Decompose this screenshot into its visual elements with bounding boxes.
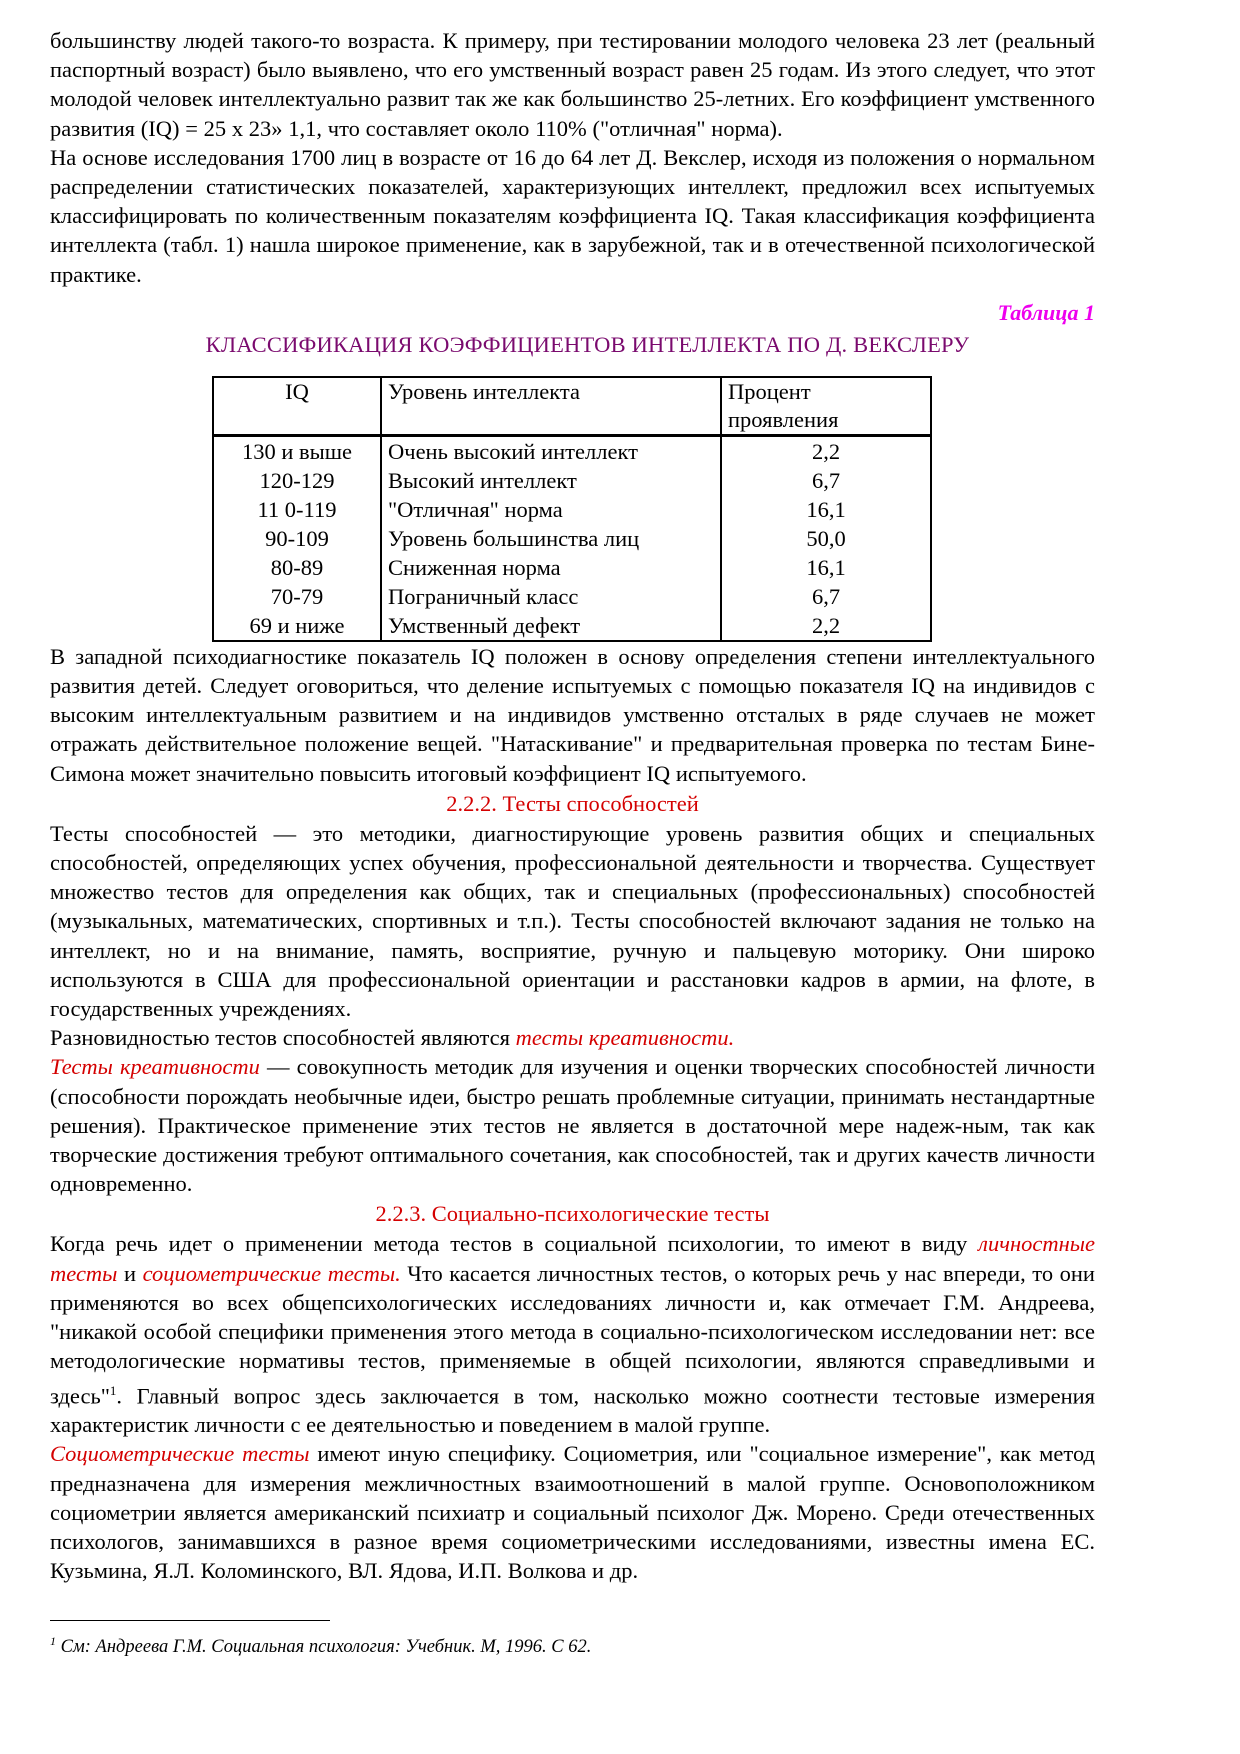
cell-percent: 2,2 [721, 611, 931, 641]
paragraph-creativity-definition [50, 1052, 1095, 1198]
header-percent-line1: Процент [728, 378, 811, 404]
cell-level: Пограничный класс [381, 582, 721, 611]
cell-iq: 11 0-119 [213, 495, 381, 524]
paragraph-variety-creativity [50, 1023, 1095, 1052]
table-row [213, 524, 931, 553]
header-percent [721, 377, 931, 436]
table-body [213, 435, 931, 641]
table-row [213, 553, 931, 582]
cell-percent: 16,1 [721, 495, 931, 524]
table-row [213, 582, 931, 611]
paragraph-western-psychodiagnostics: В западной психодиагностике показатель IQ положен в основу определения степени интеллектуального развития детей. Следует оговориться, что деление испытуемых с помощью показателя IQ на индивидов с высоким интеллектуальным развитием и на индивидов умственно отсталых в ряде случаев не может отражать действительное положение вещей. "Натаскивание" и предварительная проверка по тестам Бине-Симона может значительно повысить итоговый коэффициент IQ испытуемого. [50, 643, 1095, 786]
heading-section-2-2-3: 2.2.3. Социально-психологические тесты [375, 1201, 770, 1227]
sociometric-body: имеют иную специфику. Социометрия, или "социальное измерение", как метод предназначена для измерения межличностных взаимоотношений в малой группе. Основоположником социометрии является американский психиатр и социальный психолог Дж. Морено. Среди отечественных психологов, занимавшихся в разное время социометрическими исследованиями, известны имена ЕС. Кузьмина, Я.Л. Коломинского, ВЛ. Ядова, И.П. Волкова и др. [50, 1441, 1095, 1584]
cell-level: Умственный дефект [381, 611, 721, 641]
footnote-area [50, 1620, 1095, 1659]
cell-iq: 80-89 [213, 553, 381, 582]
paragraph-sociometric-tests [50, 1439, 1095, 1585]
table-row [213, 611, 931, 641]
cell-iq: 130 и выше [213, 435, 381, 466]
footnote-citation: См: Андреева Г.М. Социальная психология: Учебник. М, 1996. С 62. [56, 1637, 592, 1658]
variety-prefix: Разновидностью тестов способностей являются [50, 1025, 516, 1051]
document-content [50, 26, 1095, 1585]
header-level: Уровень интеллекта [381, 377, 721, 436]
cell-iq: 69 и ниже [213, 611, 381, 641]
cell-percent: 6,7 [721, 466, 931, 495]
table-row [213, 435, 931, 466]
header-iq: IQ [213, 377, 381, 436]
table-row [213, 495, 931, 524]
footnote-number: 1 [50, 1634, 56, 1648]
cell-level: Уровень большинства лиц [381, 524, 721, 553]
cell-iq: 70-79 [213, 582, 381, 611]
footnote-reference-marker: 1 [109, 1382, 117, 1398]
social-text-c: Что касается личностных тестов, о которых речь у нас впереди, то они применяются во всех общепсихологических исследованиях личности и, как отмечает Г.М. Андреева, "никакой особой специфики применения этого метода в социально-психологическом исследовании нет: все методологические нормативы тестов, применяемые в общей психологии, являются справедливыми и здесь" [50, 1260, 1095, 1408]
paragraph-wechsler-study: На основе исследования 1700 лиц в возрасте от 16 до 64 лет Д. Векслер, исходя из положения о нормальном распределении статистических показателей, характеризующих интеллект, предложил всех испытуемых классифицировать по количественным показателям коэффициента IQ. Такая классификация коэффициента интеллекта (табл. 1) нашла широкое применение, как в зарубежной, так и в отечественной психологической практике. [50, 144, 1095, 287]
footnote-text [50, 1629, 1095, 1659]
table-header-row [213, 377, 931, 436]
social-text-a: Когда речь идет о применении метода тестов в социальной психологии, то имеют в виду [50, 1231, 979, 1257]
social-text-d: . Главный вопрос здесь заключается в том, насколько можно соотнести тестовые измерения характеристик личности с ее деятельностью и поведением в малой группе. [50, 1383, 1095, 1438]
cell-iq: 90-109 [213, 524, 381, 553]
cell-percent: 16,1 [721, 553, 931, 582]
iq-classification-table [212, 376, 932, 642]
social-text-b: и [117, 1260, 143, 1286]
cell-level: "Отличная" норма [381, 495, 721, 524]
paragraph-social-tests [50, 1229, 1095, 1439]
cell-level: Очень высокий интеллект [381, 435, 721, 466]
cell-percent: 6,7 [721, 582, 931, 611]
heading-section-2-2-2: 2.2.2. Тесты способностей [446, 790, 699, 816]
sociometric-lead: Социометрические тесты [50, 1441, 310, 1467]
paragraph-iq-example: большинству людей такого-то возраста. К примеру, при тестировании молодого человека 23 лет (реальный паспортный возраст) было выявлено, что его умственный возраст равен 25 годам. Из этого следует, что этот молодой человек интеллектуально развит так же как большинство 25-летних. Его коэффициент умственного развития (IQ) = 25 x 23» 1,1, что составляет около 110% ("отличная" норма). [50, 28, 1095, 141]
cell-percent: 2,2 [721, 435, 931, 466]
creativity-body: — совокупность методик для изучения и оценки творческих способностей личности (способности порождать необычные идеи, быстро решать проблемные ситуации, принимать нестандартные решения). Практическое применение этих тестов не является в достаточной мере надеж-ным, так как творческие достижения требуют оптимального сочетания, как способностей, так и других качеств личности одновременно. [50, 1054, 1095, 1197]
variety-emphasis: тесты креативности. [515, 1025, 735, 1051]
social-emphasis-sociometric: социометрические тесты. [142, 1260, 401, 1286]
header-percent-line2: проявления [728, 406, 839, 432]
cell-iq: 120-129 [213, 466, 381, 495]
cell-level: Сниженная норма [381, 553, 721, 582]
footnote-separator-rule [50, 1620, 330, 1621]
paragraph-ability-tests: Тесты способностей — это методики, диагностирующие уровень развития общих и специальных способностей, определяющих успех обучения, профессиональной деятельности и творчества. Существует множество тестов для определения как общих, так и специальных (профессиональных) способностей (музыкальных, математических, спортивных и т.п.). Тесты способностей включают задания не только на интеллект, но и на внимание, память, восприятие, ручную и пальцевую моторику. Они широко используются в США для профессиональной ориентации и расстановки кадров в армии, на флоте, в государственных учреждениях. [50, 820, 1095, 1022]
social-emphasis-personality: личностные тесты [50, 1231, 1095, 1286]
cell-percent: 50,0 [721, 524, 931, 553]
creativity-lead: Тесты креативности [50, 1054, 260, 1080]
table-title: КЛАССИФИКАЦИЯ КОЭФФИЦИЕНТОВ ИНТЕЛЛЕКТА ПО Д. ВЕКСЛЕРУ [205, 331, 970, 357]
table-label: Таблица 1 [997, 299, 1095, 325]
cell-level: Высокий интеллект [381, 466, 721, 495]
table-row [213, 466, 931, 495]
